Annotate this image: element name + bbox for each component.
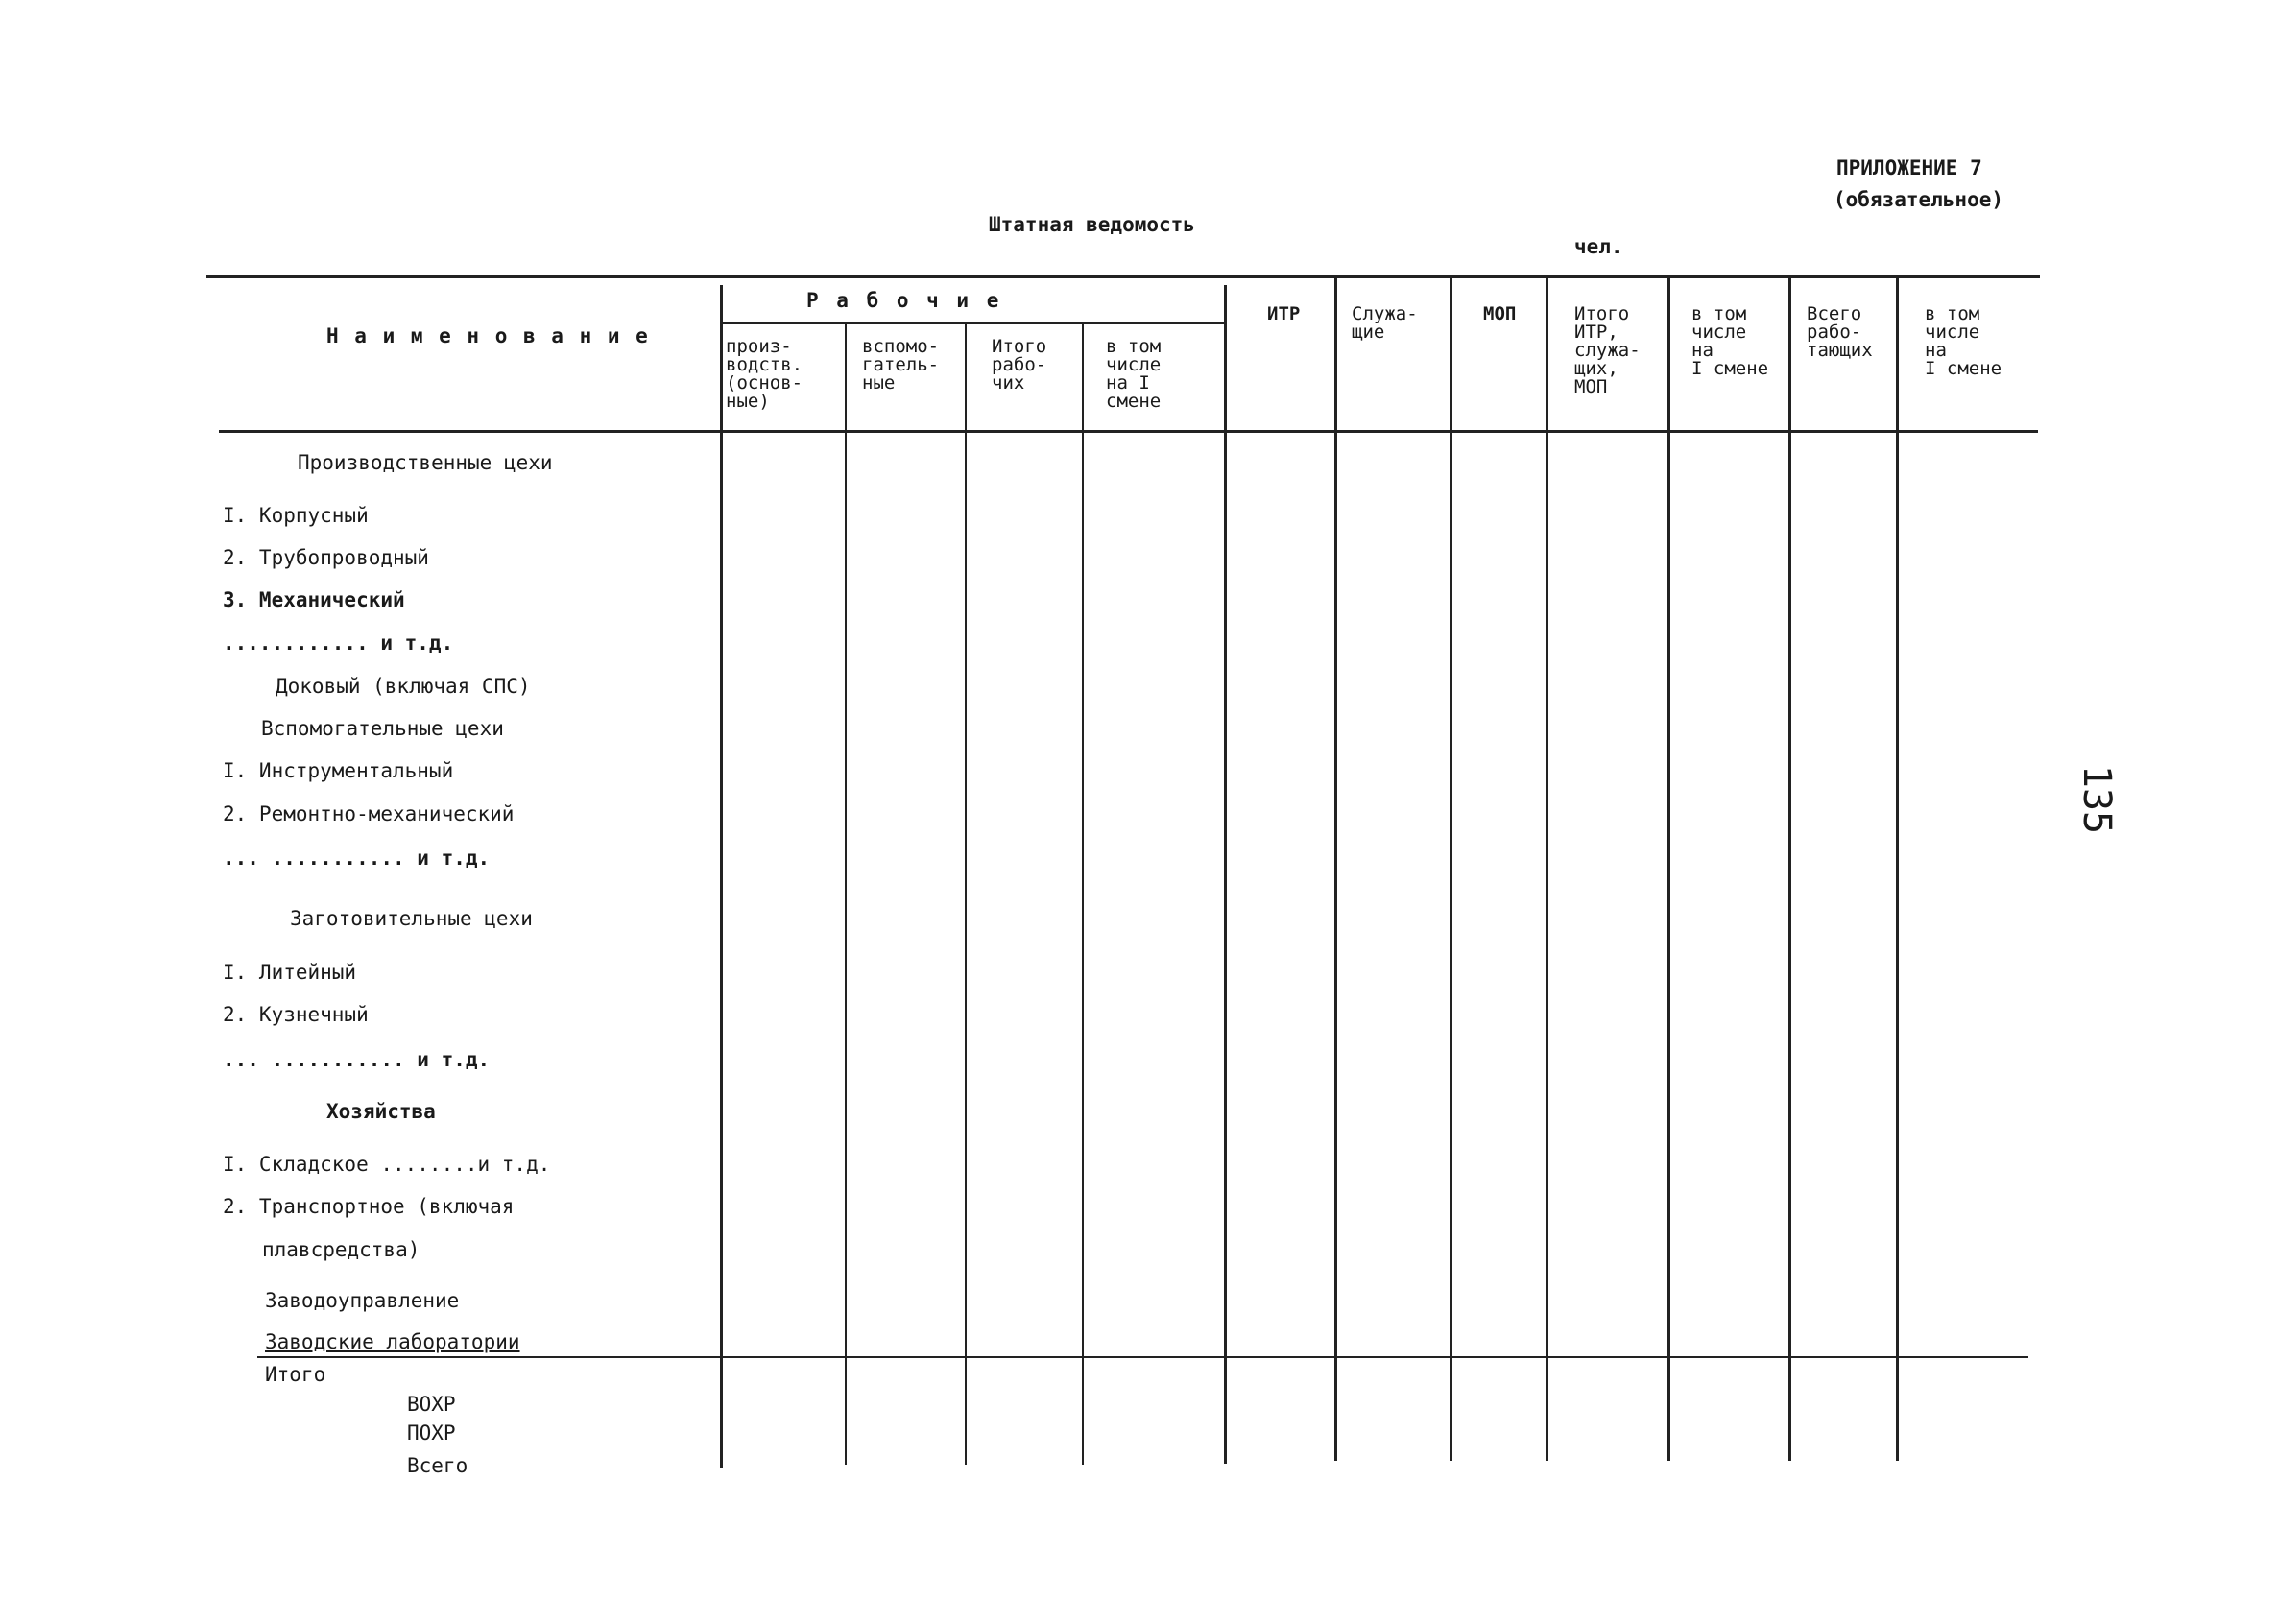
row-repair-mechanical: 2. Ремонтно-механический: [223, 802, 515, 825]
column-header-first-shift-workers: в том числе на I смене: [1106, 336, 1162, 412]
row-foundry: I. Литейный: [223, 961, 357, 984]
header-bottom-rule: [219, 430, 2038, 433]
col-divider-total-workers: [1082, 324, 1084, 1465]
footer-grand-total: Всего: [407, 1454, 468, 1477]
appendix-label: ПРИЛОЖЕНИЕ 7: [1836, 156, 1982, 179]
appendix-note: (обязательное): [1834, 188, 2004, 211]
row-etc-3: ... ........... и т.д.: [223, 1048, 491, 1071]
row-warehouse: I. Складское ........и т.д.: [223, 1153, 551, 1176]
column-header-total-itr: Итого ИТР, служа- щих, МОП: [1574, 303, 1641, 397]
col-divider-auxiliary: [965, 324, 967, 1465]
footer-total: Итого: [265, 1363, 326, 1386]
row-hull: I. Корпусный: [223, 504, 369, 527]
document-title: Штатная ведомость: [989, 213, 1195, 236]
col-divider-first-shift-itr: [1788, 278, 1791, 1461]
row-mechanical: 3. Механический: [223, 588, 405, 611]
column-header-first-shift-total: в том числе на I смене: [1925, 303, 2002, 379]
column-header-employees: Служа- щие: [1352, 303, 1418, 343]
column-header-name: Н а и м е н о в а н и е: [326, 324, 650, 347]
row-plant-laboratories: Заводские лаборатории: [265, 1330, 520, 1353]
col-divider-first-shift-workers: [1224, 285, 1227, 1464]
row-procurement-shops-heading: Заготовительные цехи: [290, 907, 533, 930]
page-number: 135: [2074, 764, 2120, 835]
row-pipeline: 2. Трубопроводный: [223, 546, 429, 569]
row-dock: Доковый (включая СПС): [276, 675, 531, 698]
column-header-itr: ИТР: [1267, 303, 1301, 324]
column-header-workers: Р а б о ч и е: [806, 289, 1002, 312]
row-facilities-heading: Хозяйства: [326, 1100, 436, 1123]
column-header-production: произ- водств. (основ- ные): [726, 336, 803, 412]
footer-pokhr: ПОХР: [407, 1421, 456, 1445]
total-rule: [257, 1356, 2028, 1358]
col-divider-employees: [1450, 278, 1452, 1461]
row-tool: I. Инструментальный: [223, 759, 454, 782]
row-floating-craft: плавсредства): [262, 1238, 420, 1261]
row-plant-management: Заводоуправление: [265, 1289, 460, 1312]
column-header-auxiliary: вспомо- гатель- ные: [862, 336, 940, 394]
col-divider-mop: [1546, 278, 1548, 1461]
row-etc-1: ............ и т.д.: [223, 632, 454, 655]
row-transport: 2. Транспортное (включая: [223, 1195, 515, 1218]
column-header-total-workers: Итого рабо- чих: [992, 336, 1047, 394]
row-production-shops-heading: Производственные цехи: [298, 451, 553, 474]
row-forge: 2. Кузнечный: [223, 1003, 369, 1026]
col-divider-itr: [1334, 278, 1337, 1461]
row-etc-2: ... ........... и т.д.: [223, 847, 491, 870]
col-divider-production: [845, 324, 847, 1465]
col-divider-name: [720, 285, 723, 1468]
col-divider-total-itr: [1667, 278, 1670, 1461]
unit-label: чел.: [1574, 235, 1623, 258]
column-header-total-staff: Всего рабо- тающих: [1807, 303, 1873, 361]
row-auxiliary-shops-heading: Вспомогательные цехи: [261, 717, 504, 740]
column-header-first-shift-itr: в том числе на I смене: [1691, 303, 1769, 379]
workers-group-rule: [720, 322, 1224, 324]
column-header-mop: МОП: [1483, 303, 1517, 324]
table-top-rule: [206, 275, 2040, 278]
col-divider-total-staff: [1896, 278, 1899, 1461]
footer-vokhr: ВОХР: [407, 1393, 456, 1416]
